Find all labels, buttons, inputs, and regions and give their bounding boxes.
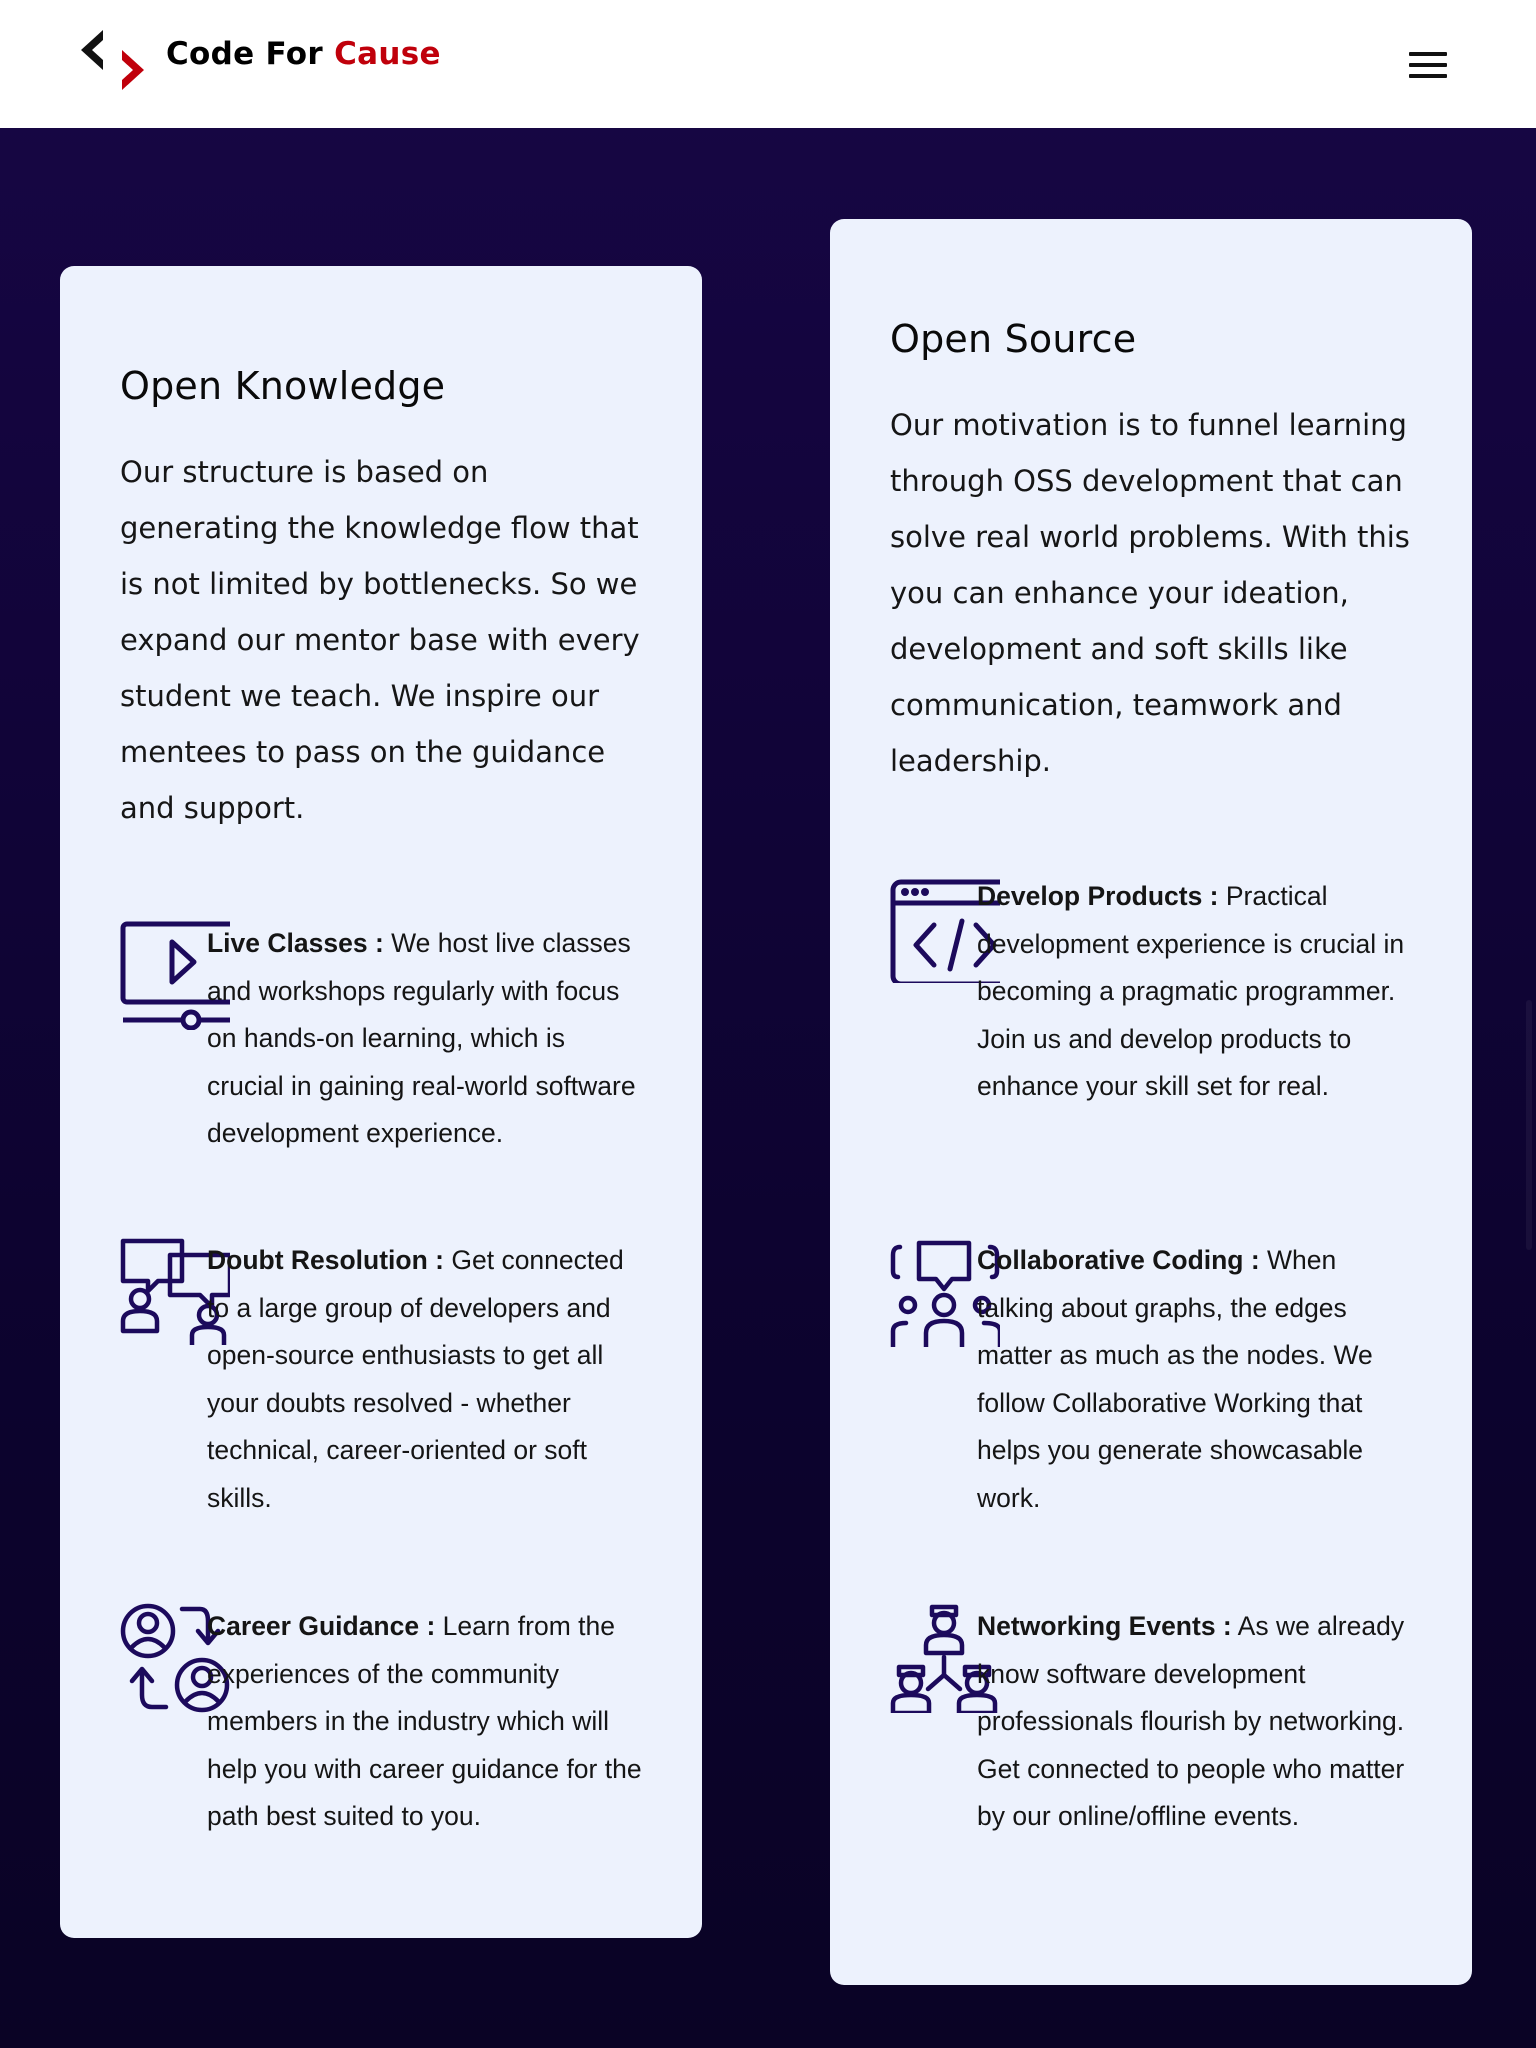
feature-text bbox=[207, 920, 647, 1158]
feature-title: Doubt Resolution : bbox=[207, 1245, 444, 1275]
feature-body: Learn from the experiences of the community members in the industry which will help you with career guidance for the path best suited to you. bbox=[207, 1611, 642, 1831]
feature-text bbox=[977, 873, 1417, 1111]
feature-collaborative-coding bbox=[890, 1237, 1430, 1513]
feature-title: Collaborative Coding : bbox=[977, 1245, 1260, 1275]
card-title: Open Source bbox=[890, 317, 1137, 361]
card-intro: Our structure is based on generating the knowledge flow that is not limited by bottlenecks. So we expand our mentor base with every student we teach. We inspire our mentees to pass on the guidance and support. bbox=[120, 455, 640, 825]
feature-text bbox=[977, 1603, 1417, 1841]
code-brackets-logo-icon bbox=[76, 28, 148, 92]
feature-title: Networking Events : bbox=[977, 1611, 1232, 1641]
brand-name-part1: Code For bbox=[166, 36, 335, 72]
open-source-card bbox=[830, 219, 1472, 1985]
brand-name-accent: Cause bbox=[334, 36, 441, 72]
feature-body: We host live classes and workshops regularly with focus on hands-on learning, which is crucial in gaining real-world software development experience. bbox=[207, 928, 636, 1148]
card-intro: Our motivation is to funnel learning through OSS development that can solve real world problems. With this you can enhance your ideation, development and soft skills like communication, teamwork and leadership. bbox=[890, 408, 1410, 778]
hamburger-menu-icon[interactable] bbox=[1404, 52, 1452, 84]
feature-live-classes bbox=[120, 920, 660, 1148]
feature-networking-events bbox=[890, 1603, 1430, 1873]
feature-text bbox=[207, 1237, 647, 1522]
feature-body: As we already know software development professionals flourish by networking. Get connected to people who matter by our online/offline events. bbox=[977, 1611, 1405, 1831]
card-title: Open Knowledge bbox=[120, 364, 446, 408]
feature-text bbox=[207, 1603, 647, 1841]
feature-body: Practical development experience is crucial in becoming a pragmatic programmer. Join us and develop products to enhance your skill set for real. bbox=[977, 881, 1405, 1101]
feature-career-guidance bbox=[120, 1603, 660, 1833]
feature-develop-products bbox=[890, 873, 1430, 1101]
open-knowledge-card bbox=[60, 266, 702, 1938]
feature-body: When talking about graphs, the edges matter as much as the nodes. We follow Collaborative Working that helps you generate showcasable work. bbox=[977, 1245, 1373, 1513]
brand-name[interactable] bbox=[166, 36, 441, 72]
feature-body: Get connected to a large group of developers and open-source enthusiasts to get all your doubts resolved - whether technical, career-oriented or soft skills. bbox=[207, 1245, 624, 1513]
logo[interactable] bbox=[76, 28, 148, 92]
feature-title: Live Classes : bbox=[207, 928, 384, 958]
feature-title: Career Guidance : bbox=[207, 1611, 436, 1641]
scrollbar[interactable] bbox=[1526, 1000, 1532, 1250]
feature-text bbox=[977, 1237, 1417, 1522]
feature-doubt-resolution bbox=[120, 1237, 660, 1513]
feature-title: Develop Products : bbox=[977, 881, 1219, 911]
navbar bbox=[0, 0, 1536, 128]
